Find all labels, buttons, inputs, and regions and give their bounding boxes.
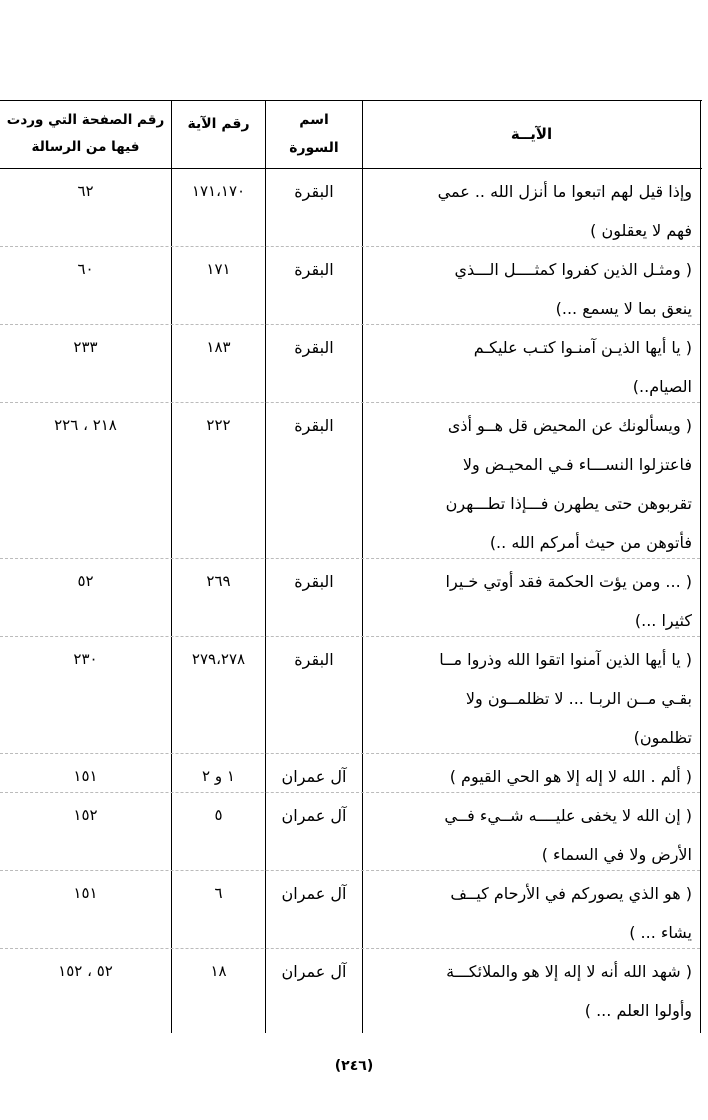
aya-text-line: ( إن الله لا يخفى عليــــه شــيء فــي bbox=[444, 806, 692, 825]
table-row bbox=[0, 757, 700, 796]
header-page-line1: رقم الصفحة التي وردت bbox=[6, 111, 165, 128]
aya-text-line: وأولوا العلم ... ) bbox=[584, 1001, 692, 1020]
aya-text-line: تقربوهن حتى يطهرن فـــإذا تطـــهرن bbox=[445, 494, 692, 513]
header-aya: الآيــة bbox=[510, 124, 553, 143]
aya-text bbox=[366, 796, 692, 874]
header-page bbox=[0, 100, 171, 167]
header-page-line2: فيها من الرسالة bbox=[31, 138, 140, 155]
thesis-page-number: ٦٢ bbox=[77, 182, 94, 200]
aya-text-line: وإذا قيل لهم اتبعوا ما أنزل الله .. عمي bbox=[437, 182, 692, 201]
surah-name: البقرة bbox=[294, 260, 334, 279]
aya-text bbox=[366, 640, 692, 757]
aya-number: ١٧١،١٧٠ bbox=[191, 182, 246, 200]
surah-name: آل عمران bbox=[281, 962, 347, 981]
thesis-page-number: ١٥٢ bbox=[73, 806, 98, 824]
aya-text-line: فأتوهن من حيث أمركم الله ..) bbox=[489, 533, 692, 552]
thesis-page-number: ٢٣٠ bbox=[73, 650, 98, 668]
page-number: (٢٤٦) bbox=[334, 1058, 374, 1074]
aya-text-line: ( هو الذي يصوركم في الأرحام كيــف bbox=[450, 884, 692, 903]
aya-text-line: ( ويسألونك عن المحيض قل هــو أذى bbox=[447, 416, 692, 435]
table-row bbox=[0, 172, 700, 250]
thesis-page-number: ٢٣٣ bbox=[73, 338, 98, 356]
aya-number: ٢٢٢ bbox=[206, 416, 231, 434]
aya-number: ٢٧٩،٢٧٨ bbox=[191, 650, 246, 668]
table-row bbox=[0, 406, 700, 562]
table-row bbox=[0, 250, 700, 328]
table-row bbox=[0, 796, 700, 874]
header-aya-number: رقم الآية bbox=[187, 116, 250, 132]
header-divider bbox=[0, 168, 702, 169]
row-separator bbox=[0, 402, 700, 403]
aya-text-line: الأرض ولا في السماء ) bbox=[541, 845, 692, 864]
aya-number: ١٨ bbox=[210, 962, 227, 980]
aya-text bbox=[366, 952, 692, 1030]
aya-text-line: فاعتزلوا النســـاء فـي المحيـض ولا bbox=[462, 455, 692, 474]
aya-text-line: بقـي مــن الربـا ... لا تظلمــون ولا bbox=[465, 689, 692, 708]
surah-name: البقرة bbox=[294, 416, 334, 435]
aya-text-line: ( شهد الله أنه لا إله إلا هو والملائكـــة bbox=[446, 962, 692, 981]
table-row bbox=[0, 874, 700, 952]
aya-text bbox=[366, 757, 692, 796]
surah-name: آل عمران bbox=[281, 806, 347, 825]
row-separator bbox=[0, 636, 700, 637]
aya-text-line: ينعق بما لا يسمع ...) bbox=[555, 299, 692, 318]
aya-text bbox=[366, 406, 692, 562]
aya-number: ٦ bbox=[214, 884, 223, 902]
row-separator bbox=[0, 753, 700, 754]
table-border-right bbox=[700, 101, 701, 1033]
surah-name: البقرة bbox=[294, 572, 334, 591]
surah-name: آل عمران bbox=[281, 767, 347, 786]
row-separator bbox=[0, 870, 700, 871]
row-separator bbox=[0, 948, 700, 949]
header-surah bbox=[266, 100, 362, 167]
row-separator bbox=[0, 324, 700, 325]
thesis-page-number: ٦٠ bbox=[77, 260, 94, 278]
aya-text-line: ( ألم . الله لا إله إلا هو الحي القيوم ) bbox=[449, 767, 692, 786]
aya-text-line: ( ومثـل الذين كفروا كمثــــل الـــذي bbox=[454, 260, 692, 279]
surah-name: آل عمران bbox=[281, 884, 347, 903]
aya-text-line: كثيرا ...) bbox=[634, 611, 692, 630]
table-row bbox=[0, 640, 700, 757]
aya-text-line: تظلمون) bbox=[633, 728, 692, 747]
aya-text-line: يشاء ... ) bbox=[629, 923, 692, 942]
thesis-page-number: ١٥١ bbox=[73, 884, 98, 902]
surah-name: البقرة bbox=[294, 338, 334, 357]
surah-name: البقرة bbox=[294, 650, 334, 669]
aya-text-line: ( ... ومن يؤت الحكمة فقد أوتي خـيرا bbox=[445, 572, 692, 591]
table-row bbox=[0, 328, 700, 406]
table-row bbox=[0, 562, 700, 640]
aya-text bbox=[366, 562, 692, 640]
header-surah-line1: اسم bbox=[299, 111, 329, 128]
aya-text bbox=[366, 328, 692, 406]
thesis-page-number: ٥٢ ، ١٥٢ bbox=[58, 962, 113, 980]
row-separator bbox=[0, 246, 700, 247]
aya-text-line: ( يا أيها الذين آمنوا اتقوا الله وذروا مــا bbox=[439, 650, 692, 669]
aya-number: ١٨٣ bbox=[206, 338, 231, 356]
row-separator bbox=[0, 558, 700, 559]
thesis-page-number: ١٥١ bbox=[73, 767, 98, 785]
surah-name: البقرة bbox=[294, 182, 334, 201]
aya-text-line: الصيام..) bbox=[632, 377, 692, 396]
aya-text bbox=[366, 172, 692, 250]
aya-number: ٢٦٩ bbox=[206, 572, 231, 590]
aya-number: ١ و ٢ bbox=[202, 767, 235, 785]
aya-text bbox=[366, 874, 692, 952]
aya-text-line: فهم لا يعقلون ) bbox=[590, 221, 692, 240]
table-row bbox=[0, 952, 700, 1030]
aya-text bbox=[366, 250, 692, 328]
aya-text-line: ( يا أيها الذيـن آمنـوا كتـب عليكـم bbox=[473, 338, 692, 357]
aya-number: ١٧١ bbox=[206, 260, 231, 278]
thesis-page-number: ٢١٨ ، ٢٢٦ bbox=[54, 416, 117, 434]
thesis-page-number: ٥٢ bbox=[77, 572, 94, 590]
aya-number: ٥ bbox=[214, 806, 223, 824]
header-surah-line2: السورة bbox=[289, 139, 339, 156]
row-separator bbox=[0, 792, 700, 793]
